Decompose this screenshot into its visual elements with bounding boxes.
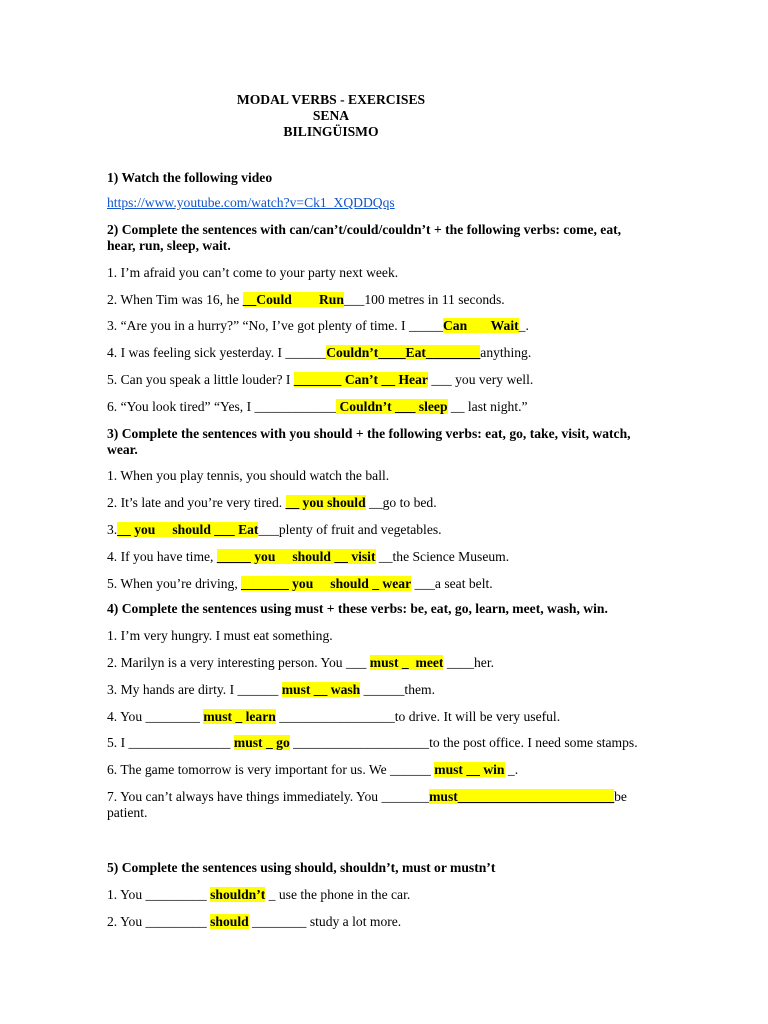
answer-highlight: __Could Run	[242, 292, 344, 307]
answer-highlight: _____ you should __ visit	[216, 549, 376, 564]
answer-highlight: must _ go	[233, 735, 290, 750]
s2-sentence-6: 6. “You look tired” “Yes, I ____________ Couldn’t ___ sleep __ last night.”	[107, 399, 528, 414]
s2-sentence-2: 2. When Tim was 16, he __Could Run___100 metres in 11 seconds.	[107, 292, 505, 307]
s5-sentence-1: 1. You _________ shouldn’t _ use the phone in the car.	[107, 887, 411, 902]
answer-highlight: Couldn’t ___ sleep	[336, 399, 448, 414]
s3-sentence-5: 5. When you’re driving, _______ you should _ wear ___a seat belt.	[107, 576, 493, 591]
answer-highlight: must_______________________	[429, 789, 615, 804]
section-4-heading: 4) Complete the sentences using must + these verbs: be, eat, go, learn, meet, wash, win.	[107, 601, 608, 616]
section-3-heading-cont: wear.	[107, 442, 138, 457]
section-2-heading: 2) Complete the sentences with can/can’t/could/couldn’t + the following verbs: come, eat,	[107, 222, 622, 237]
document-title: MODAL VERBS - EXERCISES	[236, 92, 426, 107]
s4-sentence-5: 5. I _______________ must _ go ____________________to the post office. I need some stamps.	[107, 735, 638, 750]
answer-highlight: _______ Can’t __ Hear	[293, 372, 428, 387]
s2-sentence-3: 3. “Are you in a hurry?” “No, I’ve got plenty of time. I _____Can Wait_.	[107, 318, 529, 333]
answer-highlight: shouldn’t	[210, 887, 266, 902]
section-1-heading: 1) Watch the following video	[107, 170, 273, 185]
answer-highlight: Couldn’t____Eat________	[326, 345, 481, 360]
s2-sentence-1: 1. I’m afraid you can’t come to your party next week.	[107, 265, 399, 280]
document-subtitle: SENA	[312, 108, 350, 123]
answer-highlight: Can Wait	[442, 318, 519, 333]
s4-sentence-7: 7. You can’t always have things immediately. You _______must_______________________be	[107, 789, 627, 804]
s3-sentence-1: 1. When you play tennis, you should watch the ball.	[107, 468, 390, 483]
answer-highlight: must __ wash	[281, 682, 361, 697]
s3-sentence-3: 3.__ you should ___ Eat___plenty of fruit and vegetables.	[107, 522, 442, 537]
section-2-heading-cont: hear, run, sleep, wait.	[107, 238, 231, 253]
answer-highlight: __ you should	[285, 495, 366, 510]
s4-sentence-1: 1. I’m very hungry. I must eat something.	[107, 628, 333, 643]
s4-sentence-3: 3. My hands are dirty. I ______ must __ wash ______them.	[107, 682, 436, 697]
answer-highlight: _______ you should _ wear	[241, 576, 412, 591]
s4-sentence-6: 6. The game tomorrow is very important for us. We ______ must __ win _.	[107, 762, 519, 777]
s4-sentence-7-cont: patient.	[107, 805, 148, 820]
s2-sentence-4: 4. I was feeling sick yesterday. I ______Couldn’t____Eat________anything.	[107, 345, 532, 360]
answer-highlight: must _ learn	[203, 709, 276, 724]
section-3-heading: 3) Complete the sentences with you should + the following verbs: eat, go, take, visit, watch,	[107, 426, 631, 441]
section-5-heading: 5) Complete the sentences using should, shouldn’t, must or mustn’t	[107, 860, 496, 875]
s4-sentence-2: 2. Marilyn is a very interesting person. You ___ must _ meet ____her.	[107, 655, 495, 670]
s4-sentence-4: 4. You ________ must _ learn _________________to drive. It will be very useful.	[107, 709, 561, 724]
video-link[interactable]: https://www.youtube.com/watch?v=Ck1_XQDDQqs	[107, 195, 395, 210]
answer-highlight: should	[210, 914, 249, 929]
video-link-line	[107, 195, 395, 211]
answer-highlight: must __ win	[434, 762, 505, 777]
answer-highlight: __ you should ___ Eat	[117, 522, 259, 537]
s5-sentence-2: 2. You _________ should ________ study a lot more.	[107, 914, 402, 929]
answer-highlight: must _ meet	[369, 655, 444, 670]
s2-sentence-5: 5. Can you speak a little louder? I _______ Can’t __ Hear ___ you very well.	[107, 372, 534, 387]
document-subtitle-2: BILINGÜISMO	[283, 124, 379, 139]
s3-sentence-2: 2. It’s late and you’re very tired. __ you should __go to bed.	[107, 495, 437, 510]
worksheet-page	[107, 0, 647, 1024]
s3-sentence-4: 4. If you have time, _____ you should __ visit __the Science Museum.	[107, 549, 510, 564]
